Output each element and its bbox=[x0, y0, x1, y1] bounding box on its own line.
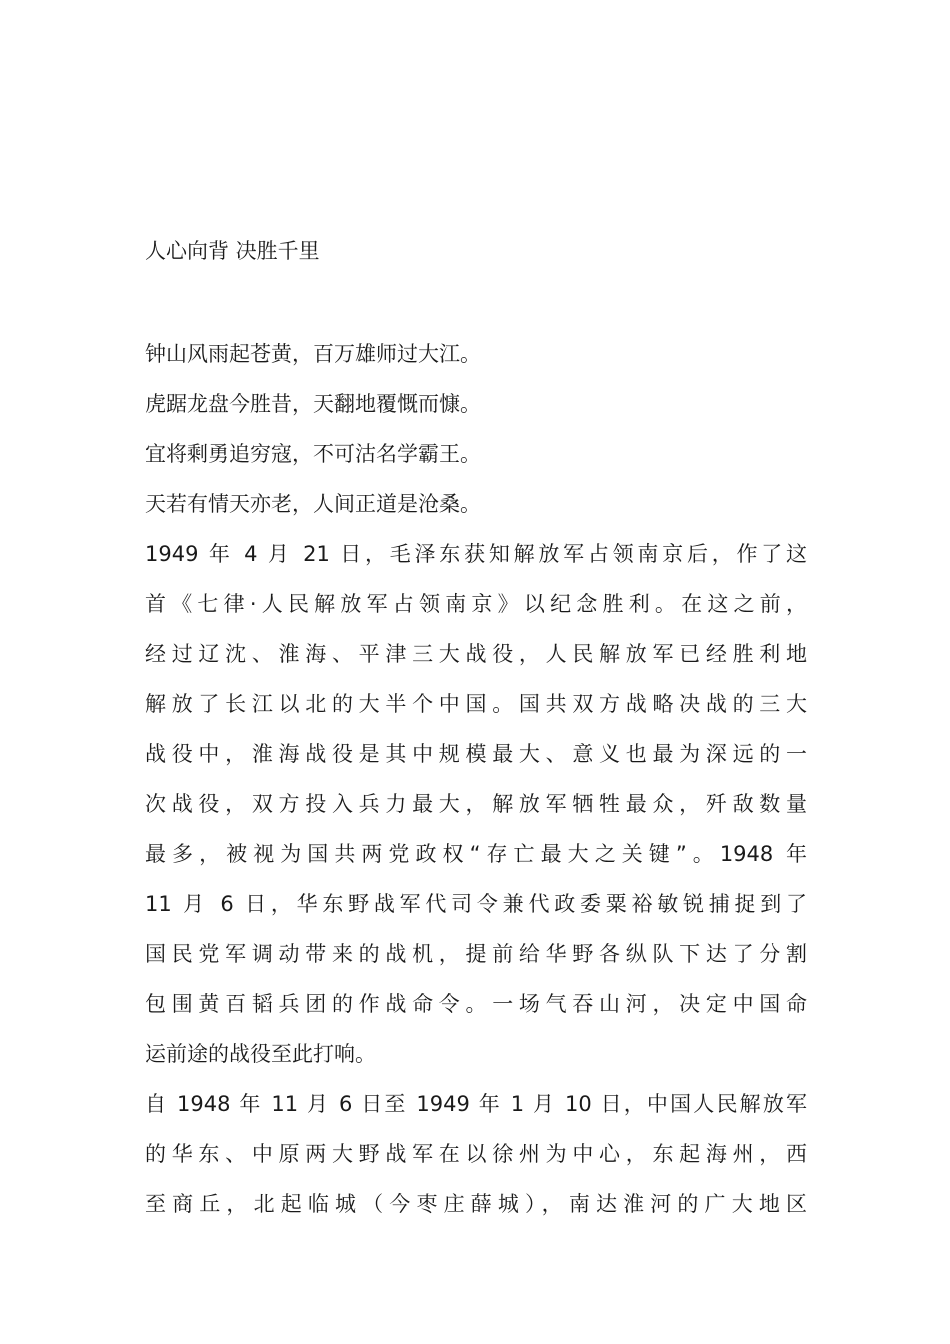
document-title: 人心向背 决胜千里 bbox=[145, 239, 320, 263]
text-line: 次战役，双方投入兵力最大，解放军牺牲最众，歼敌数量 bbox=[145, 792, 807, 816]
text-line: 国民党军调动带来的战机，提前给华野各纵队下达了分割 bbox=[145, 942, 807, 966]
poem-line: 钟山风雨起苍黄，百万雄师过大江。 bbox=[145, 342, 481, 366]
text-line: 最多，被视为国共两党政权“存亡最大之关键”。1948 年 bbox=[145, 842, 807, 866]
text-line: 运前途的战役至此打响。 bbox=[145, 1042, 376, 1066]
poem bbox=[145, 329, 807, 529]
text-line: 解放了长江以北的大半个中国。国共双方战略决战的三大 bbox=[145, 692, 807, 716]
paragraph-2 bbox=[145, 1079, 807, 1229]
poem-line: 虎踞龙盘今胜昔，天翻地覆慨而慷。 bbox=[145, 392, 481, 416]
text-line: 战役中，淮海战役是其中规模最大、意义也最为深远的一 bbox=[145, 742, 807, 766]
text-line: 11 月 6 日，华东野战军代司令兼代政委粟裕敏锐捕捉到了 bbox=[145, 892, 807, 916]
text-line: 包围黄百韬兵团的作战命令。一场气吞山河，决定中国命 bbox=[145, 992, 807, 1016]
poem-line: 天若有情天亦老，人间正道是沧桑。 bbox=[145, 492, 481, 516]
paragraph-1 bbox=[145, 529, 807, 1079]
text-line: 至商丘，北起临城（今枣庄薛城），南达淮河的广大地区 bbox=[145, 1192, 807, 1216]
poem-line: 宜将剩勇追穷寇，不可沽名学霸王。 bbox=[145, 442, 481, 466]
document-body bbox=[145, 233, 807, 1229]
text-line: 首《七律·人民解放军占领南京》以纪念胜利。在这之前， bbox=[145, 592, 807, 616]
text-line: 经过辽沈、淮海、平津三大战役，人民解放军已经胜利地 bbox=[145, 642, 807, 666]
text-line: 自 1948 年 11 月 6 日至 1949 年 1 月 10 日，中国人民解放军 bbox=[145, 1092, 807, 1116]
text-line: 的华东、中原两大野战军在以徐州为中心，东起海州，西 bbox=[145, 1142, 807, 1166]
text-line: 1949 年 4 月 21 日，毛泽东获知解放军占领南京后，作了这 bbox=[145, 542, 807, 566]
